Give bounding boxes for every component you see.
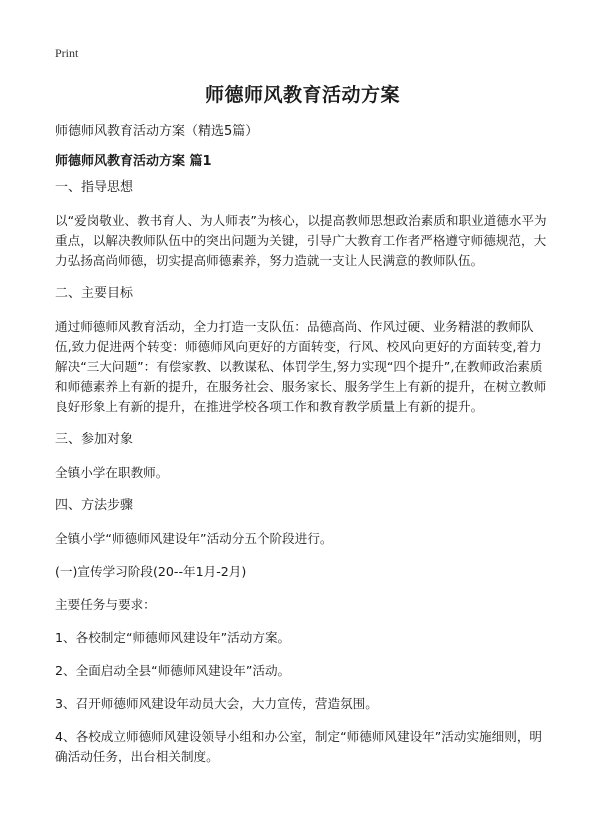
body-paragraph: 主要任务与要求： bbox=[55, 597, 156, 612]
body-paragraph: 全镇小学“师德师风建设年”活动分五个阶段进行。 bbox=[55, 531, 333, 546]
body-paragraph: 2、全面启动全县“师德师风建设年”活动。 bbox=[55, 663, 291, 678]
body-paragraph: 1、各校制定“师德师风建设年”活动方案。 bbox=[55, 630, 291, 645]
body-paragraph: 4、各校成立师德师风建设领导小组和办公室，制定“师德师风建设年”活动实施细则，明确活动任务，出台相关制度。 bbox=[55, 729, 543, 764]
document-body bbox=[55, 178, 550, 780]
section-heading: 二、主要目标 bbox=[55, 286, 134, 301]
print-label: Print bbox=[55, 46, 79, 60]
document-title: 师德师风教育活动方案 bbox=[204, 84, 400, 106]
section-heading: 三、参加对象 bbox=[55, 432, 134, 447]
body-paragraph: 3、召开师德师风建设年动员大会，大力宣传，营造氛围。 bbox=[55, 696, 378, 711]
body-paragraph: 全镇小学在职教师。 bbox=[55, 465, 169, 480]
section-heading: 一、指导思想 bbox=[55, 180, 134, 195]
body-paragraph: 通过师德师风教育活动，全力打造一支队伍：品德高尚、作风过硬、业务精湛的教师队伍,致力促进两个转变：师德师风向更好的方面转变，行风、校风向更好的方面转变,着力解决“三大问题”：有偿家教、以教谋私、体罚学生,努力实现“四个提升”,在教师政治素质和师德素养上有新的提升，在服务社会、服务家长、服务学生上有新的提升，在树立教师良好形象上有新的提升，在推进学校各项工作和教育教学质量上有新的提升。 bbox=[55, 319, 547, 414]
body-paragraph: 以“爱岗敬业、教书育人、为人师表”为核心，以提高教师思想政治素质和职业道德水平为重点，以解决教师队伍中的突出问题为关键，引导广大教育工作者严格遵守师德规范，大力弘扬高尚师德，切实提高师德素养，努力造就一支让人民满意的教师队伍。 bbox=[55, 213, 547, 268]
section-title: 师德师风教育活动方案 篇1 bbox=[55, 154, 212, 169]
section-heading: 四、方法步骤 bbox=[55, 498, 134, 513]
document-subtitle: 师德师风教育活动方案（精选5篇） bbox=[55, 124, 259, 139]
body-paragraph: (一)宣传学习阶段(20--年1月-2月) bbox=[55, 564, 247, 579]
